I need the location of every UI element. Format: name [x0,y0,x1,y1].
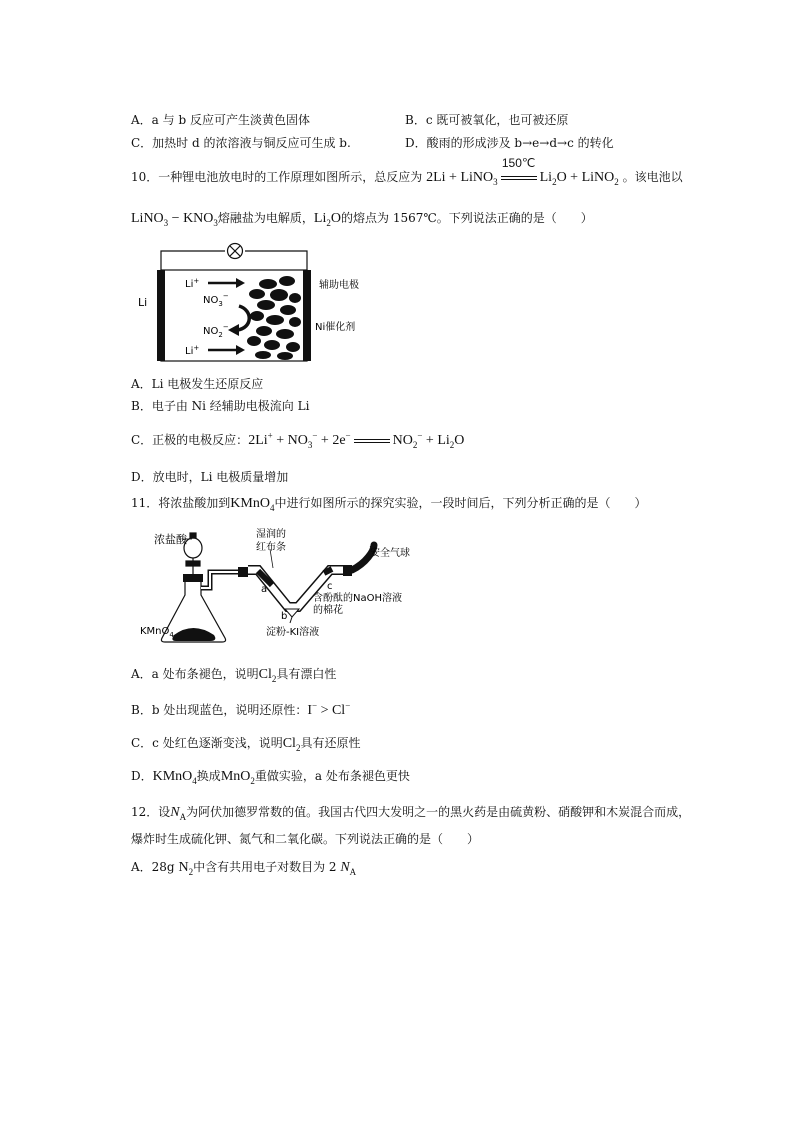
label-no3: $NO_3^-$ [203,292,229,308]
label-naoh-1: 含酚酞的NaOH溶液 [313,593,402,604]
q10-option-c: C．正极的电极反应：$2Li^+ + NO_3^- + 2e^-$ $NO_2^- + Li_2O$ [131,430,465,450]
li-electrode [157,270,165,361]
equal-sign [353,432,391,450]
label-c: c [327,581,333,592]
label-a: a [261,584,268,595]
electrolyte-formula: LiNO$_3$ − $KNO_3$ [131,211,218,228]
label-aux-electrode: 辅助电极 [319,280,359,291]
battery-diagram [135,238,375,368]
q11-option-c: C．c 处红色逐渐变浅，说明$Cl_2$具有还原性 [131,736,361,753]
q9-option-b: B．c 既可被氧化，也可被还原 [405,113,569,127]
q11-option-a: A．a 处布条褪色，说明$Cl_2$具有漂白性 [131,667,337,684]
q12-stem-line1: 12．设$N_A$为阿伏加德罗常数的值。我国古代四大发明之一的黑火药是由硫黄粉、硝酸钾和木炭混合而成， [131,805,691,822]
q11-stem: 11．将浓盐酸加到KMnO$_4$中进行如图所示的探究实验，一段时间后，下列分析正确的是（ ） [131,496,647,513]
auxiliary-electrode [303,270,311,361]
q10-option-d: D．放电时，Li 电极质量增加 [131,470,289,484]
label-kmno4: KMnO$_4$ [140,626,174,639]
label-wet-cloth-1: 湿润的 [256,529,286,540]
label-naoh-2: 的棉花 [313,605,343,616]
ni-catalyst-particles [247,276,301,360]
label-no2: $NO_2^-$ [203,323,229,339]
reaction-condition-sign: 150℃ [500,169,538,187]
label-li-ion-bottom: Li+ [185,344,200,357]
q10-stem-line1: 10．一种锂电池放电时的工作原理如图所示，总反应为 2Li + LiNO$_3$ 150℃ $Li_2O$ + LiNO$_2$ 。该电池以 [131,156,683,187]
label-ni-catalyst: Ni催化剂 [315,322,356,333]
label-balloon: 安全气球 [370,548,410,559]
q12-option-a: A．28g $N_2$中含有共用电子对数目为 2 $N_A$ [131,860,357,877]
label-wet-cloth-2: 红布条 [256,542,286,553]
label-starch-ki: 淀粉-KI溶液 [266,627,320,638]
q11-option-b: B．b 处出现蓝色，说明还原性：I− > Cl− [131,700,351,718]
label-hcl: 浓盐酸 [154,533,187,546]
cathode-equation: $2Li^+ + NO_3^- + 2e^-$ $NO_2^- + Li_2O$ [248,430,465,450]
label-li-ion-top: Li+ [185,277,200,290]
apparatus-diagram [138,525,448,653]
label-b: b [281,611,288,622]
q11-option-d: D．KMnO$_4$换成MnO$_2$重做实验，a 处布条褪色更快 [131,769,410,786]
li2o-formula: $Li_2O$ [313,211,341,228]
q12-stem-line2: 爆炸时生成硫化钾、氮气和二氧化碳。下列说法正确的是（ ） [131,832,480,846]
q9-option-c: C．加热时 d 的浓溶液与铜反应可生成 b. [131,136,351,150]
bulb-icon [228,244,243,259]
q9-option-d: D．酸雨的形成涉及 b→e→d→c 的转化 [405,136,614,150]
label-li-electrode: Li [138,296,148,309]
q10-option-a: A．Li 电极发生还原反应 [131,377,264,391]
kmno4-formula: KMnO$_4$ [230,496,275,513]
q10-total-equation: 2Li + LiNO$_3$ 150℃ $Li_2O$ + LiNO$_2$ [426,156,619,187]
q10-stem-line2: LiNO$_3$ − $KNO_3$熔融盐为电解质，$Li_2O$的熔点为 1567℃。下列说法正确的是（ ） [131,211,593,228]
q10-option-b: B．电子由 Ni 经辅助电极流向 Li [131,399,310,413]
q9-option-a: A．a 与 b 反应可产生淡黄色固体 [131,113,310,127]
